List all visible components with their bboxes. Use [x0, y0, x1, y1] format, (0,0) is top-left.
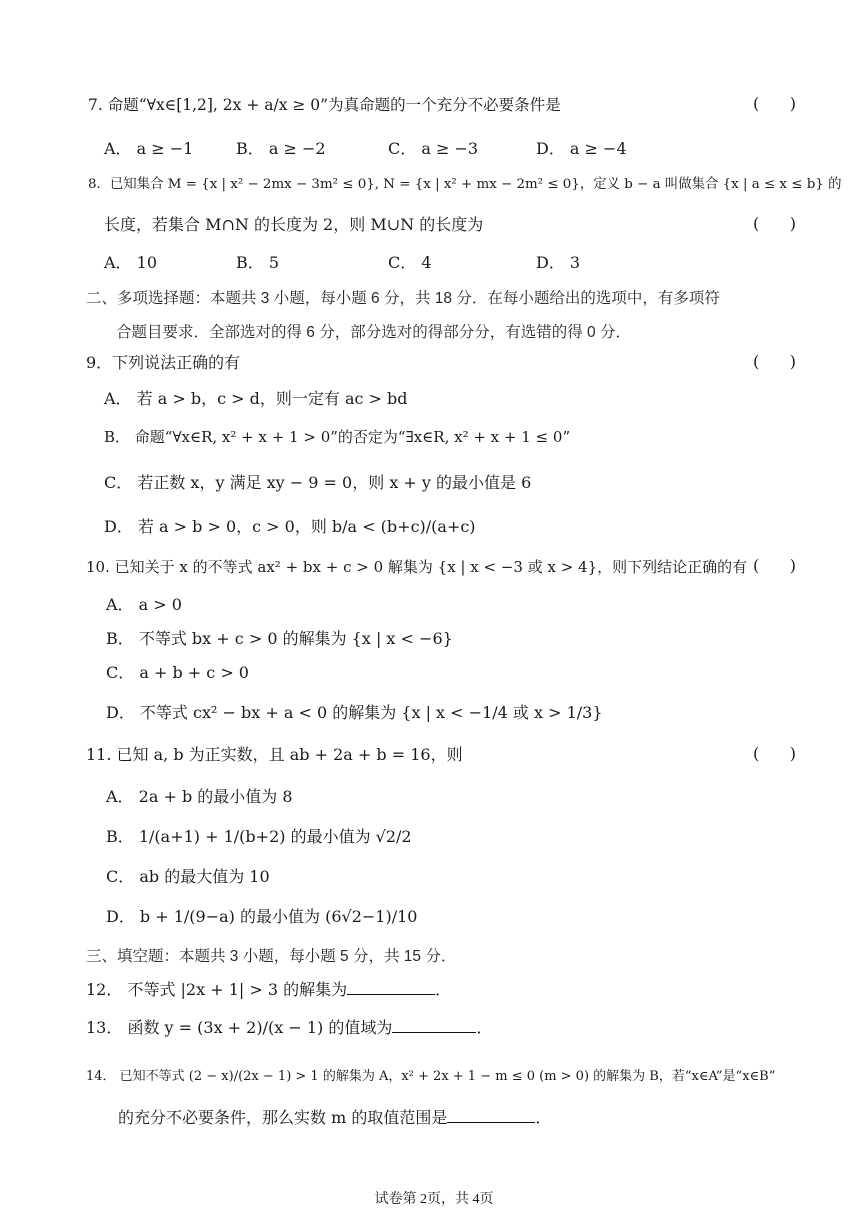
q11-option-c: C． ab 的最大值为 10: [106, 867, 270, 886]
q14-answer-blank[interactable]: [447, 1106, 535, 1123]
q12-row: [86, 978, 451, 1001]
q9-option-c: C． 若正数 x，y 满足 xy − 9 = 0，则 x + y 的最小值是 6: [104, 473, 532, 492]
q9-option-d: D． 若 a > b > 0，c > 0，则 b/a < (b+c)/(a+c): [104, 517, 476, 536]
section-2-instructions: 合题目要求．全部选对的得 6 分，部分选对的得部分分，有选错的得 0 分．: [116, 324, 631, 341]
q10-option-d: D． 不等式 cx² − bx + a < 0 的解集为 {x | x < −1/4 或 x > 1/3}: [106, 703, 603, 722]
q11-option-b: B． 1/(a+1) + 1/(b+2) 的最小值为 √2/2: [106, 827, 412, 846]
q11-option-a: A． 2a + b 的最小值为 8: [106, 787, 293, 806]
q12-answer-blank[interactable]: [347, 978, 435, 995]
q7-option-d: D． a ≥ −4: [536, 139, 627, 158]
q10-option-b: B． 不等式 bx + c > 0 的解集为 {x | x < −6}: [106, 629, 453, 648]
q11-option-d: D． b + 1/(9−a) 的最小值为 (6√2−1)/10: [106, 907, 418, 926]
q8-stem-line1: 8．已知集合 M = {x | x² − 2mx − 3m² ≤ 0}, N = {x | x² + mx − 2m² ≤ 0}，定义 b − a 叫做集合 {x | a ≤ x ≤ b} 的: [88, 177, 842, 192]
q8-answer-paren: ( ): [753, 214, 796, 233]
q12-end: ．: [435, 980, 452, 999]
q10-answer-paren: ( ): [753, 556, 796, 575]
q9-stem: 9．下列说法正确的有: [86, 353, 241, 372]
q14-stem-line2: 的充分不必要条件，那么实数 m 的取值范围是: [118, 1108, 448, 1127]
page-footer: 试卷第 2页，共 4页: [374, 1192, 494, 1207]
q9-option-a: A． 若 a > b，c > d，则一定有 ac > bd: [104, 389, 408, 408]
q13-end: ．: [476, 1018, 493, 1037]
q14-end: ．: [535, 1108, 552, 1127]
q8-stem-line2: 长度，若集合 M∩N 的长度为 2，则 M∪N 的长度为: [104, 215, 484, 234]
q8-option-a: A． 10: [104, 253, 158, 272]
section-2-heading: 二、多项选择题：本题共 3 小题，每小题 6 分，共 18 分．在每小题给出的选项中，有多项符: [86, 290, 720, 307]
q7-stem: 7. 命题“∀x∈[1,2], 2x + a/x ≥ 0”为真命题的一个充分不必要条件是: [88, 96, 561, 114]
q8-option-d: D． 3: [536, 253, 581, 272]
q7-option-b: B． a ≥ −2: [236, 139, 326, 158]
q14-stem-line1: 14． 已知不等式 (2 − x)/(2x − 1) > 1 的解集为 A，x² + 2x + 1 − m ≤ 0 (m > 0) 的解集为 B，若“x∈A”是“x∈B”: [86, 1069, 776, 1084]
q13-row: [86, 1016, 492, 1039]
q7-option-a: A． a ≥ −1: [104, 139, 194, 158]
q14-row: [118, 1106, 551, 1129]
q13-stem: 13． 函数 y = (3x + 2)/(x − 1) 的值域为: [86, 1018, 393, 1037]
q13-answer-blank[interactable]: [392, 1016, 476, 1033]
q12-stem: 12． 不等式 |2x + 1| > 3 的解集为: [86, 980, 348, 999]
q9-option-b: B． 命题“∀x∈R, x² + x + 1 > 0”的否定为“∃x∈R, x² + x + 1 ≤ 0”: [104, 428, 571, 446]
q11-answer-paren: ( ): [753, 744, 796, 763]
q10-stem: 10. 已知关于 x 的不等式 ax² + bx + c > 0 解集为 {x | x < −3 或 x > 4}，则下列结论正确的有: [86, 558, 748, 576]
q11-stem: 11. 已知 a, b 为正实数，且 ab + 2a + b = 16，则: [86, 745, 463, 764]
q10-option-a: A． a > 0: [106, 595, 182, 614]
q8-option-c: C． 4: [388, 253, 432, 272]
q9-answer-paren: ( ): [753, 352, 796, 371]
q7-answer-paren: ( ): [753, 94, 796, 113]
q8-option-b: B． 5: [236, 253, 280, 272]
q10-option-c: C． a + b + c > 0: [106, 663, 249, 682]
q7-option-c: C． a ≥ −3: [388, 139, 479, 158]
section-3-heading: 三、填空题：本题共 3 小题，每小题 5 分，共 15 分．: [86, 948, 457, 965]
